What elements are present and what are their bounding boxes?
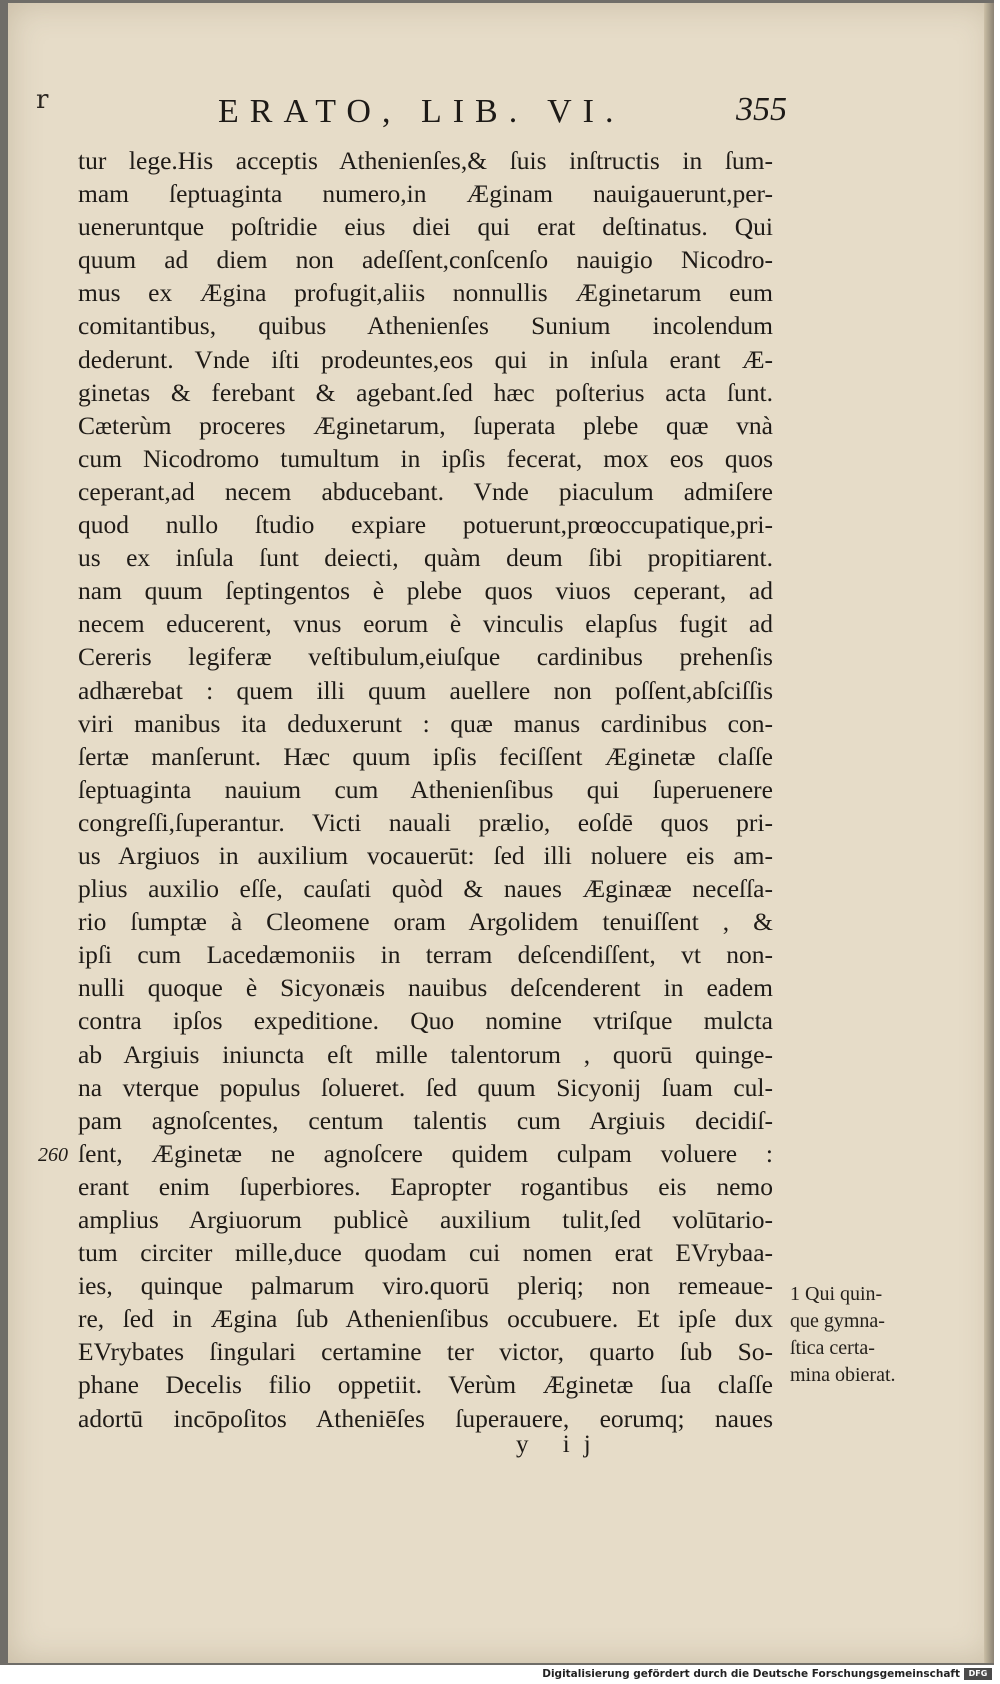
margin-note-line: mina obierat.	[790, 1364, 896, 1386]
text-line: ueneruntque poſtridie eius diei qui erat deſtinatus. Qui	[78, 212, 773, 242]
corner-mark: r	[36, 85, 49, 115]
text-line: ſeptuaginta nauium cum Athenienſibus qui ſuperuenere	[78, 774, 773, 804]
book-page	[8, 3, 994, 1663]
dfg-logo: DFG	[964, 1668, 992, 1680]
footer-strip	[0, 1665, 1000, 1684]
text-line: ſent, Æginetæ ne agnoſcere quidem culpam voluere :	[78, 1138, 773, 1168]
text-line: amplius Argiuorum publicè auxilium tulit,ſed volūtario-	[78, 1205, 773, 1234]
page-edge	[984, 3, 994, 1663]
text-line: plius auxilio eſſe, cauſati quòd & naues Æginææ neceſſa-	[78, 874, 773, 904]
signature-mark: y ij	[516, 1431, 605, 1458]
text-line: cum Nicodromo tumultum in ipſis fecerat, mox eos quos	[78, 443, 773, 473]
line-number-marker: 260	[38, 1144, 68, 1166]
body-text	[78, 144, 773, 1435]
text-line: adortū incōpoſitos Atheniēſes ſuperauere, eorumq; naues	[78, 1403, 773, 1433]
text-line: ies, quinque palmarum viro.quorū pleriq; non remeaue-	[78, 1271, 773, 1301]
text-line: pam agnoſcentes, centum talentis cum Argiuis decidiſ-	[78, 1105, 773, 1135]
text-line: nam quum ſeptingentos è plebe quos viuos ceperant, ad	[78, 576, 773, 606]
text-line: ſertæ manſerunt. Hæc quum ipſis feciſſent Æginetæ claſſe	[78, 741, 773, 771]
text-line: viri manibus ita deduxerunt : quæ manus cardinibus con-	[78, 708, 773, 738]
text-line: ceperant,ad necem abducebant. Vnde piaculum admiſere	[78, 476, 773, 506]
text-line: ginetas & ferebant & agebant.ſed hæc poſterius acta ſunt.	[78, 377, 773, 407]
text-line: erant enim ſuperbiores. Eapropter rogantibus eis nemo	[78, 1171, 773, 1201]
text-line: dederunt. Vnde iſti prodeuntes,eos qui in inſula erant Æ-	[78, 344, 773, 374]
page-header	[8, 85, 994, 129]
text-line: tum circiter mille,duce quodam cui nomen erat EVrybaa-	[78, 1238, 773, 1268]
page-number: 355	[736, 91, 787, 128]
margin-note	[790, 1281, 940, 1389]
text-line: re, ſed in Ægina ſub Athenienſibus occubuere. Et ipſe dux	[78, 1304, 773, 1334]
text-line: na vterque populus ſolueret. ſed quum Sicyonij ſuam cul-	[78, 1072, 773, 1102]
text-line: phane Decelis filio oppetiit. Verùm Æginetæ ſua claſſe	[78, 1370, 773, 1400]
text-line: congreſſi,ſuperantur. Victi nauali prælio, eoſdē quos pri-	[78, 807, 773, 837]
text-line: ipſi cum Lacedæmoniis in terram deſcendiſſent, vt non-	[78, 940, 773, 970]
text-line: quod nullo ſtudio expiare potuerunt,prœoccupatique,pri-	[78, 510, 773, 540]
margin-note-line: 1 Qui quin-	[790, 1283, 883, 1305]
margin-note-line: ſtica certa-	[790, 1337, 875, 1359]
text-line: us ex inſula ſunt deiecti, quàm deum ſibi propitiarent.	[78, 543, 773, 573]
funding-credit: Digitalisierung gefördert durch die Deutsche Forschungsgemeinschaft	[542, 1668, 960, 1680]
text-line: ab Argiuis iniuncta eſt mille talentorum , quorū quinge-	[78, 1039, 773, 1069]
running-head: ERATO, LIB. VI.	[218, 93, 625, 130]
text-line: adhærebat : quem illi quum auellere non poſſent,abſciſſis	[78, 675, 773, 705]
text-line: quum ad diem non adeſſent,conſcenſo nauigio Nicodro-	[78, 245, 773, 275]
text-line: necem educerent, vnus eorum è vinculis elapſus fugit ad	[78, 609, 773, 639]
text-line: mam ſeptuaginta numero,in Æginam nauigauerunt,per-	[78, 179, 773, 209]
text-line: nulli quoque è Sicyonæis nauibus deſcenderent in eadem	[78, 973, 773, 1003]
text-line: mus ex Ægina profugit,aliis nonnullis Æginetarum eum	[78, 278, 773, 308]
text-line: EVrybates ſingulari certamine ter victor, quarto ſub So-	[78, 1337, 773, 1367]
text-line: Cereris legiferæ veſtibulum,eiuſque cardinibus prehenſis	[78, 642, 773, 672]
margin-note-line: que gymna-	[790, 1310, 885, 1332]
text-line: Cæterùm proceres Æginetarum, ſuperata plebe quæ vnà	[78, 410, 773, 440]
text-line: contra ipſos expeditione. Quo nomine vtriſque mulcta	[78, 1006, 773, 1036]
text-line: comitantibus, quibus Athenienſes Sunium incolendum	[78, 311, 773, 341]
text-line: tur lege.His acceptis Athenienſes,& ſuis inſtructis in ſum-	[78, 146, 773, 175]
text-line: us Argiuos in auxilium vocauerūt: ſed illi noluere eis am-	[78, 840, 773, 870]
text-line: rio ſumptæ à Cleomene oram Argolidem tenuiſſent , &	[78, 907, 773, 937]
